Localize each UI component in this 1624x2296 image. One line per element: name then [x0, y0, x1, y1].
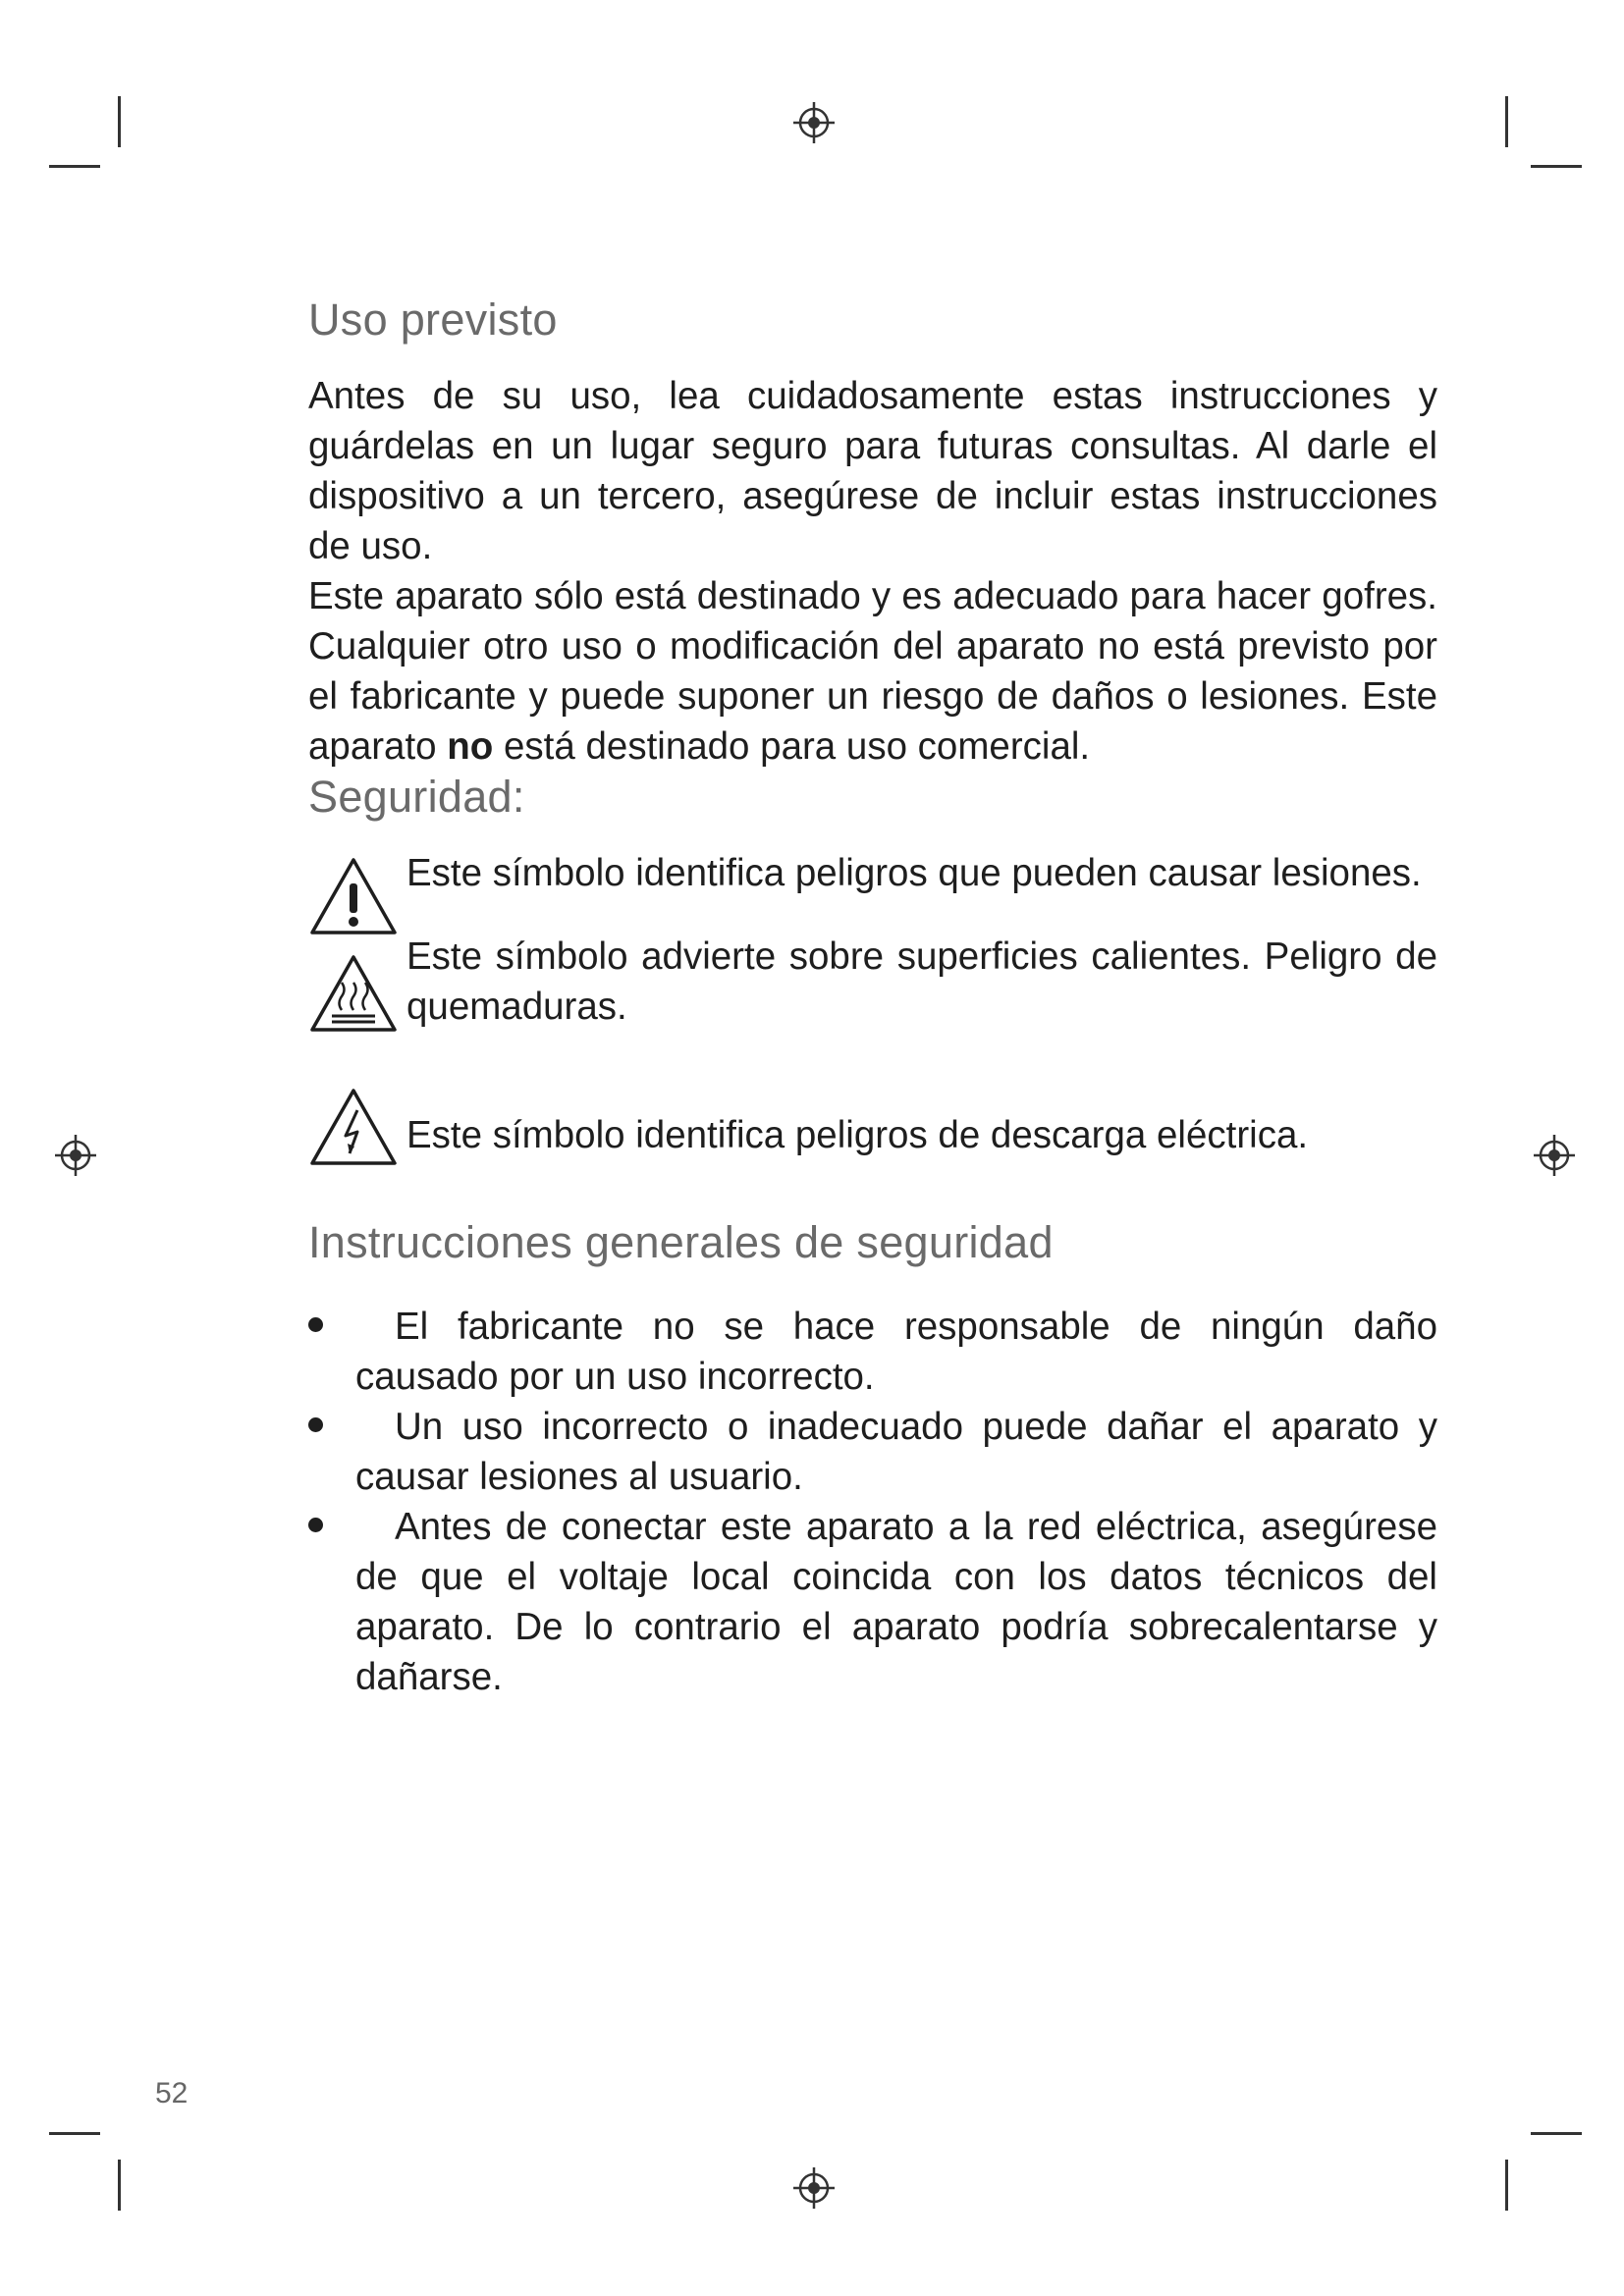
symbol-text-general-hazard: Este símbolo identifica peligros que pueden causar lesiones. [406, 852, 1422, 894]
crop-mark-bottom-right-horizontal [1531, 2132, 1582, 2135]
electric-shock-warning-icon [308, 1087, 399, 1167]
crop-mark-top-left-horizontal [49, 165, 100, 168]
heading-instrucciones-generales: Instrucciones generales de seguridad [308, 1217, 1054, 1267]
registration-mark-icon [793, 102, 835, 143]
warning-triangle-exclamation-icon [308, 856, 399, 936]
registration-mark-icon [55, 1135, 96, 1176]
bullet-icon [308, 1417, 323, 1432]
page-number: 52 [155, 2077, 189, 2109]
list-item-text: Un uso incorrecto o inadecuado puede dañar el aparato y causar lesiones al usuario. [355, 1406, 1437, 1498]
paragraph-intended-use [308, 571, 1437, 772]
paragraph-intended-use-part1: Este aparato sólo está destinado y es adecuado para hacer gofres. Cualquier otro uso o modificación del aparato no está previsto por el fabricante y puede suponer un riesgo de daños o lesiones. Este aparato [308, 575, 1437, 768]
crop-mark-bottom-left-horizontal [49, 2132, 100, 2135]
list-item-text: Antes de conectar este aparato a la red eléctrica, asegúrese de que el voltaje local coincida con los datos técnicos del aparato. De lo contrario el aparato podría sobrecalentarse y dañarse. [355, 1506, 1437, 1698]
list-item [308, 1502, 1437, 1702]
hot-surface-warning-icon [308, 953, 399, 1034]
symbol-row-electric-shock [308, 1087, 1437, 1160]
bullet-icon [308, 1317, 323, 1332]
crop-mark-top-left-vertical [118, 96, 121, 147]
crop-mark-bottom-right-vertical [1505, 2160, 1508, 2211]
list-item-text: El fabricante no se hace responsable de ningún daño causado por un uso incorrecto. [355, 1306, 1437, 1398]
symbol-text-electric-shock: Este símbolo identifica peligros de descarga eléctrica. [406, 1114, 1309, 1156]
list-item [308, 1302, 1437, 1402]
registration-mark-icon [1534, 1135, 1575, 1176]
bullet-icon [308, 1518, 323, 1532]
safety-instructions-list [308, 1302, 1437, 1702]
heading-uso-previsto: Uso previsto [308, 294, 558, 345]
page-content [308, 294, 1437, 1702]
symbol-row-general-hazard [308, 848, 1437, 898]
symbol-row-hot-surface [308, 932, 1437, 1032]
bold-no: no [447, 725, 494, 768]
registration-mark-icon [793, 2167, 835, 2209]
paragraph-intro: Antes de su uso, lea cuidadosamente estas instrucciones y guárdelas en un lugar seguro para futuras consultas. Al darle el dispositivo a un tercero, asegúrese de incluir estas instrucciones de uso. [308, 375, 1437, 567]
heading-seguridad: Seguridad: [308, 772, 525, 822]
list-item [308, 1402, 1437, 1502]
crop-mark-top-right-vertical [1505, 96, 1508, 147]
paragraph-intended-use-part2: está destinado para uso comercial. [493, 725, 1091, 768]
crop-mark-bottom-left-vertical [118, 2160, 121, 2211]
symbol-text-hot-surface: Este símbolo advierte sobre superficies calientes. Peligro de quemaduras. [406, 935, 1437, 1028]
crop-mark-top-right-horizontal [1531, 165, 1582, 168]
